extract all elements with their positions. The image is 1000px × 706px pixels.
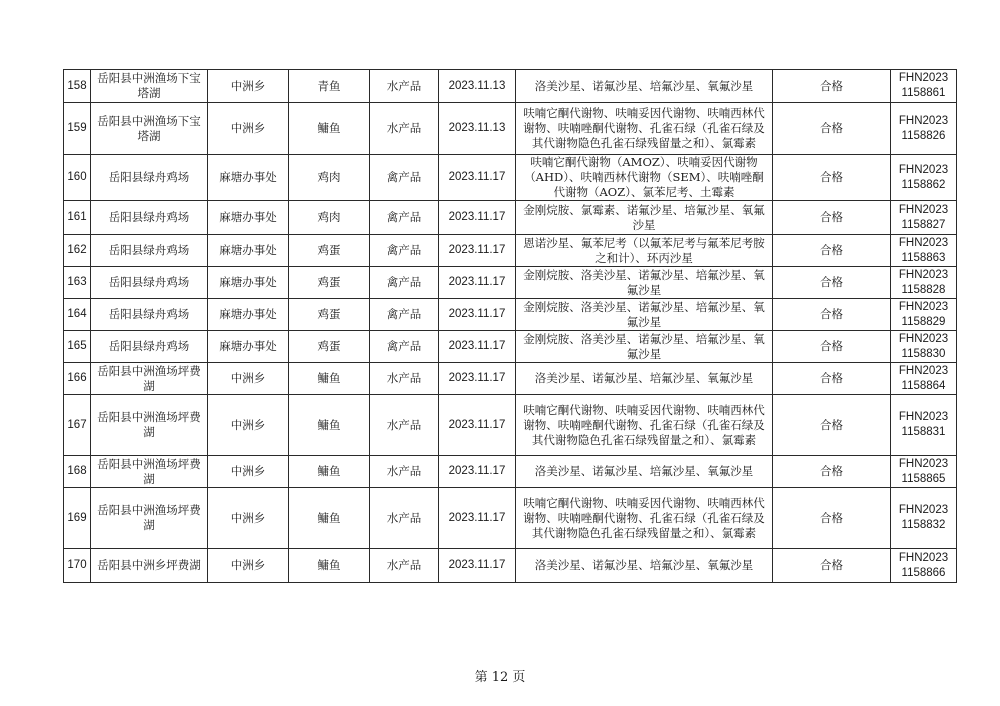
test-result: 合格 [773,488,891,549]
test-items: 洛美沙星、诺氟沙星、培氟沙星、氧氟沙星 [516,456,773,488]
test-result: 合格 [773,70,891,103]
unit-name: 岳阳县中洲渔场下宝塔湖 [91,103,208,155]
unit-name: 岳阳县绿舟鸡场 [91,267,208,299]
row-number: 161 [64,201,91,235]
sample-name: 鸡蛋 [289,331,370,363]
sampling-date: 2023.11.17 [439,395,516,456]
test-items: 洛美沙星、诺氟沙星、培氟沙星、氧氟沙星 [516,70,773,103]
sample-name: 鳙鱼 [289,456,370,488]
table-row [64,70,957,103]
row-number: 162 [64,235,91,267]
product-category: 禽产品 [370,201,439,235]
test-result: 合格 [773,363,891,395]
test-result: 合格 [773,549,891,583]
table-row [64,363,957,395]
unit-name: 岳阳县中洲渔场坪费湖 [91,363,208,395]
sample-code: FHN2023 1158831 [891,395,957,456]
test-items: 金刚烷胺、洛美沙星、诺氟沙星、培氟沙星、氧氟沙星 [516,267,773,299]
sample-name: 鸡蛋 [289,235,370,267]
test-items: 洛美沙星、诺氟沙星、培氟沙星、氧氟沙星 [516,549,773,583]
sample-code: FHN2023 1158862 [891,155,957,201]
sampling-date: 2023.11.17 [439,235,516,267]
test-items: 呋喃它酮代谢物、呋喃妥因代谢物、呋喃西林代谢物、呋喃唑酮代谢物、孔雀石绿（孔雀石绿及其代谢物隐色孔雀石绿残留量之和）、氯霉素 [516,103,773,155]
product-category: 水产品 [370,488,439,549]
table-row [64,331,957,363]
sample-code: FHN2023 1158865 [891,456,957,488]
sample-code: FHN2023 1158830 [891,331,957,363]
township: 中洲乡 [208,456,289,488]
sample-code: FHN2023 1158826 [891,103,957,155]
row-number: 163 [64,267,91,299]
unit-name: 岳阳县中洲渔场坪费湖 [91,488,208,549]
table-row [64,155,957,201]
township: 麻塘办事处 [208,299,289,331]
sampling-date: 2023.11.17 [439,155,516,201]
sampling-date: 2023.11.17 [439,201,516,235]
unit-name: 岳阳县中洲乡坪费湖 [91,549,208,583]
township: 麻塘办事处 [208,235,289,267]
sample-code: FHN2023 1158828 [891,267,957,299]
product-category: 禽产品 [370,331,439,363]
sample-name: 鸡蛋 [289,299,370,331]
sampling-date: 2023.11.17 [439,456,516,488]
sample-code: FHN2023 1158864 [891,363,957,395]
row-number: 168 [64,456,91,488]
test-result: 合格 [773,299,891,331]
sample-name: 鸡肉 [289,201,370,235]
table-row [64,488,957,549]
sampling-date: 2023.11.17 [439,363,516,395]
row-number: 159 [64,103,91,155]
product-category: 禽产品 [370,267,439,299]
product-category: 水产品 [370,103,439,155]
sample-code: FHN2023 1158866 [891,549,957,583]
sample-name: 鳙鱼 [289,363,370,395]
product-category: 水产品 [370,395,439,456]
table-row [64,267,957,299]
unit-name: 岳阳县绿舟鸡场 [91,331,208,363]
test-items: 呋喃它酮代谢物、呋喃妥因代谢物、呋喃西林代谢物、呋喃唑酮代谢物、孔雀石绿（孔雀石绿及其代谢物隐色孔雀石绿残留量之和）、氯霉素 [516,395,773,456]
test-result: 合格 [773,395,891,456]
sample-code: FHN2023 1158832 [891,488,957,549]
row-number: 167 [64,395,91,456]
table-row [64,395,957,456]
product-category: 禽产品 [370,299,439,331]
row-number: 160 [64,155,91,201]
table-body [64,70,957,583]
inspection-results-table [63,69,957,583]
sample-code: FHN2023 1158829 [891,299,957,331]
table-row [64,235,957,267]
test-items: 金刚烷胺、洛美沙星、诺氟沙星、培氟沙星、氧氟沙星 [516,331,773,363]
test-result: 合格 [773,456,891,488]
sampling-date: 2023.11.13 [439,70,516,103]
row-number: 170 [64,549,91,583]
township: 中洲乡 [208,488,289,549]
unit-name: 岳阳县绿舟鸡场 [91,155,208,201]
table-row [64,201,957,235]
unit-name: 岳阳县中洲渔场下宝塔湖 [91,70,208,103]
sample-code: FHN2023 1158863 [891,235,957,267]
test-items: 恩诺沙星、氟苯尼考（以氟苯尼考与氟苯尼考胺之和计）、环丙沙星 [516,235,773,267]
table-row [64,456,957,488]
township: 麻塘办事处 [208,267,289,299]
page-number: 第 12 页 [474,670,526,685]
table-row [64,299,957,331]
unit-name: 岳阳县中洲渔场坪费湖 [91,456,208,488]
sample-name: 鳙鱼 [289,395,370,456]
row-number: 169 [64,488,91,549]
sample-name: 鳙鱼 [289,488,370,549]
township: 中洲乡 [208,103,289,155]
unit-name: 岳阳县绿舟鸡场 [91,299,208,331]
unit-name: 岳阳县中洲渔场坪费湖 [91,395,208,456]
sample-code: FHN2023 1158861 [891,70,957,103]
product-category: 水产品 [370,456,439,488]
sample-name: 鳙鱼 [289,103,370,155]
sampling-date: 2023.11.17 [439,299,516,331]
product-category: 禽产品 [370,155,439,201]
test-result: 合格 [773,267,891,299]
township: 麻塘办事处 [208,155,289,201]
township: 中洲乡 [208,395,289,456]
test-result: 合格 [773,155,891,201]
sampling-date: 2023.11.17 [439,549,516,583]
test-items: 金刚烷胺、氯霉素、诺氟沙星、培氟沙星、氧氟沙星 [516,201,773,235]
sample-name: 鳙鱼 [289,549,370,583]
sample-name: 青鱼 [289,70,370,103]
row-number: 166 [64,363,91,395]
township: 麻塘办事处 [208,331,289,363]
test-items: 金刚烷胺、洛美沙星、诺氟沙星、培氟沙星、氧氟沙星 [516,299,773,331]
test-result: 合格 [773,331,891,363]
township: 麻塘办事处 [208,201,289,235]
sample-name: 鸡蛋 [289,267,370,299]
test-items: 呋喃它酮代谢物、呋喃妥因代谢物、呋喃西林代谢物、呋喃唑酮代谢物、孔雀石绿（孔雀石绿及其代谢物隐色孔雀石绿残留量之和）、氯霉素 [516,488,773,549]
unit-name: 岳阳县绿舟鸡场 [91,201,208,235]
test-result: 合格 [773,235,891,267]
unit-name: 岳阳县绿舟鸡场 [91,235,208,267]
sample-code: FHN2023 1158827 [891,201,957,235]
product-category: 水产品 [370,70,439,103]
product-category: 水产品 [370,549,439,583]
test-items: 呋喃它酮代谢物（AMOZ）、呋喃妥因代谢物（AHD）、呋喃西林代谢物（SEM）、呋喃唑酮代谢物（AOZ）、氯苯尼考、土霉素 [516,155,773,201]
row-number: 164 [64,299,91,331]
sample-name: 鸡肉 [289,155,370,201]
product-category: 水产品 [370,363,439,395]
sampling-date: 2023.11.17 [439,267,516,299]
row-number: 165 [64,331,91,363]
township: 中洲乡 [208,549,289,583]
test-result: 合格 [773,201,891,235]
sampling-date: 2023.11.17 [439,488,516,549]
table-row [64,549,957,583]
sampling-date: 2023.11.17 [439,331,516,363]
row-number: 158 [64,70,91,103]
product-category: 禽产品 [370,235,439,267]
township: 中洲乡 [208,70,289,103]
township: 中洲乡 [208,363,289,395]
table-row [64,103,957,155]
test-result: 合格 [773,103,891,155]
test-items: 洛美沙星、诺氟沙星、培氟沙星、氧氟沙星 [516,363,773,395]
sampling-date: 2023.11.13 [439,103,516,155]
